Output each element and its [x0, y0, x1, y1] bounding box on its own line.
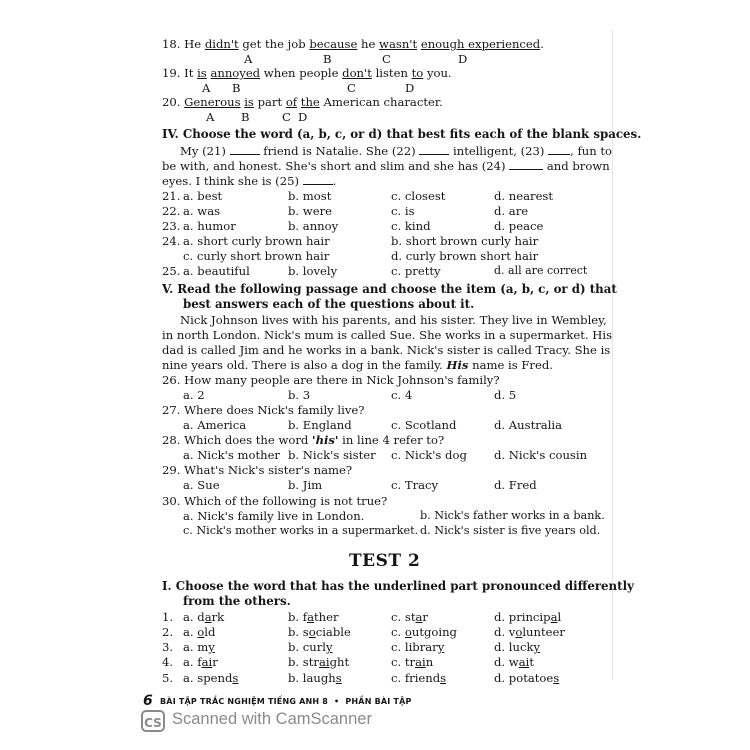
- option-b: b. most: [288, 189, 332, 203]
- option-c: c. is: [391, 204, 415, 218]
- scanned-page: 18. He didn't get the job because he wasn't enough experienced. A B C D 19. It is annoyed when people don't listen to you. A B C D 20. Generous is part of the American character. A B C D IV. Choose the word (a, b, c, or d) that best fits each of the blank spaces. My (21) friend is Natalie. She (22) intelligent, (23) , fun to be with, and honest. She's short and slim and she has (24) and brown eyes. I think she is (25) . 21. a. best b. most c. closest d. nearest 22. a. was b. were c. is d. are 23. a. humor b. annoy c. kind d. peace 24. a. short curly brown hair b. short brown curly hair c. curly short brown hair d. curly brown short hair 25. a. beautiful b. lovely c. pretty d. all are correct V. Read the following passage and choose the item (a, b, c, or d) that best answers each of the questions about it. Nick Johnson lives with his parents, and his sister. They live in Wembley, in north London. Nick's mum is called Sue. She works in a supermarket. His dad is called Jim and he works in a bank. Nick's sister is called Tracy. She is nine years old. There is also a dog in the family. His name is Fred. 26. How many people are there in Nick Johnson's family? a. 2 b. 3 c. 4 d. 5 27. Where does Nick's family live? a. America b. England c. Scotland d. Australia 28. Which does the word 'his' in line 4 refer to? a. Nick's mother b. Nick's sister c. Nick's dog d. Nick's cousin 29. What's Nick's sister's name? a. Sue b. Jim c. Tracy d. Fred 30. Which of the following is not true? a. Nick's family live in London. b. Nick's father works in a bank. c. Nick's mother works in a supermarket. d. Nick's sister is five years old. TEST 2 I. Choose the word that has the underlined part pronounced differently from the others. 1. a. dark b. father c. star d. principal 2. a. old b. sociable c. outgoing d. volunteer 3. a. my b. curly c. library d. lucky 4. a. fair b. straight c. train d. wait 5. a. spends b. laughs c. friends d. potatoes 6 BÀI TẬP TRẮC NGHIỆM TIẾNG ANH 8 • PHẦN BÀI TẬP CS Scanned with CamScanner: [0, 0, 750, 750]
- option-b: b. laughs: [288, 671, 342, 685]
- label-b: B: [241, 110, 250, 124]
- option-b: b. England: [288, 418, 352, 432]
- option-a: a. my: [183, 640, 215, 654]
- label-d: D: [298, 110, 308, 124]
- option-c: c. outgoing: [391, 625, 457, 639]
- option-c: c. closest: [391, 189, 446, 203]
- label-c: C: [347, 81, 356, 95]
- question-30: 30. Which of the following is not true?: [162, 494, 388, 508]
- option-a: a. was: [183, 204, 221, 218]
- option-b: b. lovely: [288, 264, 338, 278]
- option-a: a. best: [183, 189, 223, 203]
- option-c: c. library: [391, 640, 445, 654]
- question-26: 26. How many people are there in Nick Johnson's family?: [162, 373, 500, 387]
- passage-line-3: eyes. I think she is (25) .: [162, 174, 337, 188]
- option-a: a. dark: [183, 610, 225, 624]
- question-18: 18. He didn't get the job because he wasn't enough experienced.: [162, 37, 544, 51]
- option-c: c. curly short brown hair: [183, 249, 330, 263]
- label-c: C: [282, 110, 291, 124]
- option-d: d. Nick's cousin: [494, 448, 588, 462]
- option-a: a. America: [183, 418, 247, 432]
- option-c: c. friends: [391, 671, 447, 685]
- option-d: d. are: [494, 204, 529, 218]
- option-c: c. star: [391, 610, 428, 624]
- option-d: d. nearest: [494, 189, 554, 203]
- section-v-heading-line-1: V. Read the following passage and choose the item (a, b, c, or d) that: [162, 282, 617, 296]
- option-b: b. straight: [288, 655, 350, 669]
- pronunciation-question-5: 5.: [162, 671, 174, 685]
- passage-line-1: My (21) friend is Natalie. She (22) intelligent, (23) , fun to: [180, 144, 613, 158]
- option-a: a. beautiful: [183, 264, 250, 278]
- option-a: a. Sue: [183, 478, 220, 492]
- pronunciation-question-2: 2.: [162, 625, 174, 639]
- option-d: d. wait: [494, 655, 535, 669]
- option-b: b. Nick's sister: [288, 448, 376, 462]
- passage-line-4: nine years old. There is also a dog in the family. His name is Fred.: [162, 358, 553, 372]
- option-c: c. Nick's dog: [391, 448, 467, 462]
- option-c: c. 4: [391, 388, 413, 402]
- book-footer: BÀI TẬP TRẮC NGHIỆM TIẾNG ANH 8 • PHẦN BÀI TẬP: [160, 697, 412, 706]
- option-b: b. 3: [288, 388, 311, 402]
- question-27: 27. Where does Nick's family live?: [162, 403, 365, 417]
- test-2-section-i-line-1: I. Choose the word that has the underlined part pronounced differently: [162, 579, 634, 593]
- option-d: d. 5: [494, 388, 517, 402]
- option-d: d. volunteer: [494, 625, 565, 639]
- label-c: C: [382, 52, 391, 66]
- option-a: a. Nick's mother: [183, 448, 280, 462]
- camscanner-logo-icon: CS: [141, 710, 165, 732]
- option-c: c. Tracy: [391, 478, 439, 492]
- option-d: d. lucky: [494, 640, 541, 654]
- test-2-section-i-line-2: from the others.: [183, 594, 291, 608]
- option-c: c. kind: [391, 219, 431, 233]
- option-a: a. old: [183, 625, 216, 639]
- option-a: a. spends: [183, 671, 239, 685]
- pronunciation-question-3: 3.: [162, 640, 174, 654]
- question-19: 19. It is annoyed when people don't listen to you.: [162, 66, 452, 80]
- option-a: a. 2: [183, 388, 205, 402]
- label-a: A: [244, 52, 253, 66]
- test-2-title: TEST 2: [349, 551, 421, 571]
- pronunciation-question-1: 1.: [162, 610, 174, 624]
- label-d: D: [458, 52, 468, 66]
- option-c: c. train: [391, 655, 434, 669]
- label-b: B: [323, 52, 332, 66]
- option-b: b. short brown curly hair: [391, 234, 539, 248]
- option-b: b. curly: [288, 640, 333, 654]
- question-29: 29. What's Nick's sister's name?: [162, 463, 353, 477]
- option-b: b. were: [288, 204, 332, 218]
- option-d: d. Nick's sister is five years old.: [420, 524, 601, 537]
- label-d: D: [405, 81, 415, 95]
- option-b: b. Jim: [288, 478, 323, 492]
- option-b: b. sociable: [288, 625, 351, 639]
- option-c: c. Scotland: [391, 418, 457, 432]
- question-28: 28. Which does the word 'his' in line 4 refer to?: [162, 433, 445, 447]
- camscanner-watermark: Scanned with CamScanner: [172, 710, 372, 728]
- section-iv-heading: IV. Choose the word (a, b, c, or d) that best fits each of the blank spaces.: [162, 127, 642, 141]
- passage-line-1: Nick Johnson lives with his parents, and his sister. They live in Wembley,: [180, 313, 607, 327]
- page-number: 6: [143, 693, 153, 709]
- option-c: c. Nick's mother works in a supermarket.: [183, 524, 419, 537]
- pronunciation-question-4: 4.: [162, 655, 174, 669]
- option-d: d. Australia: [494, 418, 563, 432]
- passage-line-2: be with, and honest. She's short and slim and she has (24) and brown: [162, 159, 610, 173]
- option-d: d. peace: [494, 219, 544, 233]
- passage-line-3: dad is called Jim and he works in a bank. Nick's sister is called Tracy. She is: [162, 343, 611, 357]
- passage-line-2: in north London. Nick's mum is called Sue. She works in a supermarket. His: [162, 328, 613, 342]
- option-a: a. fair: [183, 655, 218, 669]
- option-b: b. Nick's father works in a bank.: [420, 509, 605, 522]
- label-a: A: [206, 110, 215, 124]
- option-b: b. father: [288, 610, 339, 624]
- label-b: B: [232, 81, 241, 95]
- option-d: d. curly brown short hair: [391, 249, 539, 263]
- option-d: d. potatoes: [494, 671, 560, 685]
- option-a: a. Nick's family live in London.: [183, 509, 365, 523]
- option-b: b. annoy: [288, 219, 339, 233]
- label-a: A: [202, 81, 211, 95]
- option-c: c. pretty: [391, 264, 441, 278]
- option-d: d. principal: [494, 610, 562, 624]
- option-d: d. Fred: [494, 478, 537, 492]
- option-a: a. short curly brown hair: [183, 234, 330, 248]
- section-v-heading-line-2: best answers each of the questions about it.: [183, 297, 475, 311]
- question-20: 20. Generous is part of the American character.: [162, 95, 443, 109]
- option-a: a. humor: [183, 219, 236, 233]
- option-d: d. all are correct: [494, 264, 588, 277]
